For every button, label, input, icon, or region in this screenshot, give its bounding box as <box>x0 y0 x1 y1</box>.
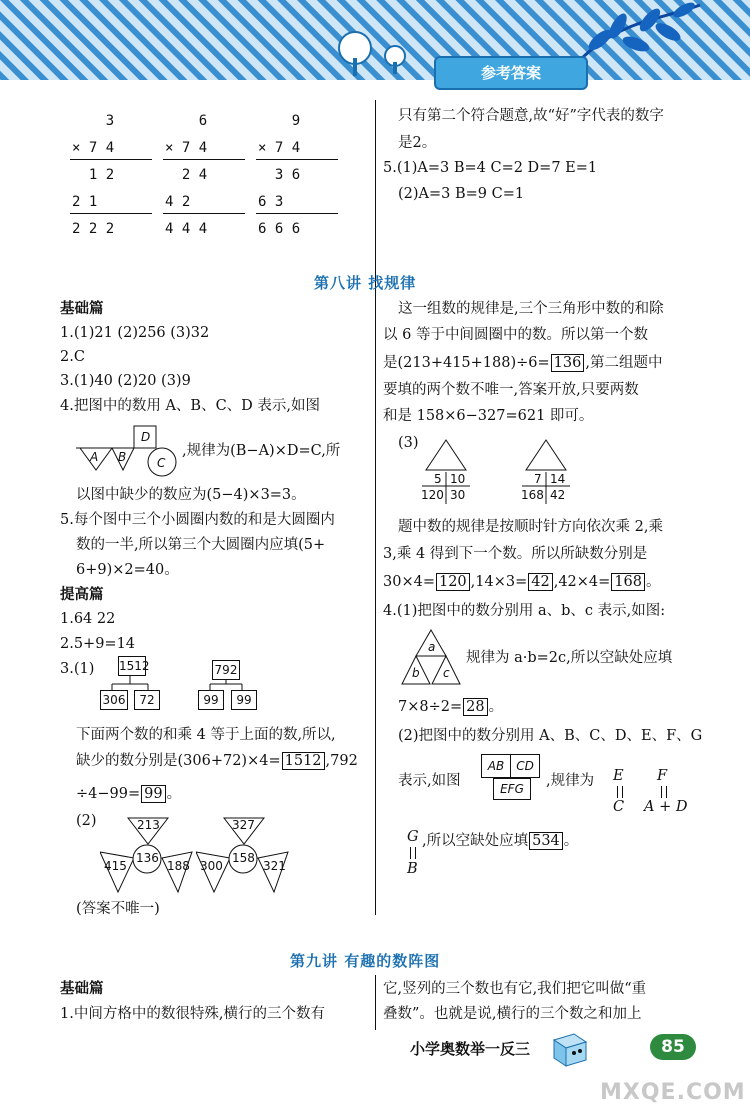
table-cell: 168 <box>521 488 544 502</box>
text-line: 规律为 a·b=2c,所以空缺处应填 <box>466 650 673 666</box>
tri-number: 300 <box>200 859 223 873</box>
answer-box: 42 <box>528 573 552 591</box>
text-line: 以图中缺少的数应为(5−4)×3=3。 <box>76 487 306 503</box>
text-line: 是(213+415+188)÷6= 136 ,第二组题中 <box>383 355 663 371</box>
table-cell: 30 <box>450 488 466 502</box>
section-heading: 基础篇 <box>60 301 104 317</box>
text-line: (2)A=3 B=9 C=1 <box>398 186 525 202</box>
table-cell: 42 <box>550 488 566 502</box>
book-title: 小学奥数举一反三 <box>410 1040 531 1058</box>
text-line: 叠数”。也就是说,横行的三个数之和加上 <box>383 1006 642 1022</box>
abc-triangle-figure <box>400 628 462 686</box>
table-cell: 14 <box>550 472 566 486</box>
tri-number: 321 <box>263 859 286 873</box>
text-line: 缺少的数分别是(306+72)×4= 1512 ,792 <box>76 753 358 769</box>
text-line: 只有第二个符合题意,故“好”字代表的数字 <box>398 108 664 124</box>
box-tree-left: 306 <box>100 690 128 710</box>
text-line: ,规律为(B−A)×D=C,所 <box>182 443 341 459</box>
text-line: 它,竖列的三个数也有它,我们把它叫做“重 <box>383 981 647 997</box>
answer-box: 120 <box>436 573 470 591</box>
text-line: ÷4−99= 99 。 <box>76 786 182 802</box>
fig-label-d: D <box>141 430 151 444</box>
text-line: 1.中间方格中的数很特殊,横行的三个数有 <box>60 1006 325 1022</box>
rule-letter: B <box>407 861 418 877</box>
tri-number: 213 <box>137 818 160 832</box>
text-line: (2)把图中的数分别用 A、B、C、D、E、F、G <box>398 728 703 744</box>
cube-mascot-icon <box>548 1028 592 1068</box>
box-tree-right: 99 <box>231 690 257 710</box>
text-line: 是2。 <box>398 135 437 151</box>
mult-line <box>256 159 338 160</box>
text-line: ,所以空缺处应填 534 。 <box>422 833 579 849</box>
text-line: 5.(1)A=3 B=4 C=2 D=7 E=1 <box>383 160 598 176</box>
answer-tab <box>434 56 588 90</box>
tri-number: 415 <box>104 859 127 873</box>
text-line: 数的一半,所以第三个大圆圈内应填(5+ <box>76 537 326 553</box>
header-banner <box>0 0 750 92</box>
text-line: 3.(1) <box>60 661 95 677</box>
answer-box: 534 <box>529 832 563 850</box>
text-line: ,规律为 <box>546 773 595 789</box>
answer-box: 28 <box>463 698 487 716</box>
text-line: 4.把图中的数用 A、B、C、D 表示,如图 <box>60 398 321 414</box>
box-tree-right: 72 <box>134 690 160 710</box>
text-line: 6+9)×2=40。 <box>76 562 179 578</box>
table-cell: 5 <box>434 472 442 486</box>
rule-equal-vertical <box>617 786 623 798</box>
fig-label-c: C <box>157 456 166 470</box>
text-line: 题中数的规律是按顺时针方向依次乘 2,乘 <box>398 519 663 535</box>
table-cell: 120 <box>421 488 444 502</box>
rule-equal-vertical <box>410 847 416 859</box>
section-heading: 提高篇 <box>60 587 104 603</box>
mult-line <box>70 159 152 160</box>
text-line: 这一组数的规律是,三个三角形中数的和除 <box>398 301 664 317</box>
rule-letter: G <box>407 829 419 845</box>
page-number-badge <box>650 1034 696 1060</box>
multiplication-2: 6 × 7 4 2 4 4 2 4 4 4 <box>165 113 208 237</box>
box-tree-top: 792 <box>212 660 240 680</box>
mult-line <box>70 213 152 214</box>
text-line: 2.C <box>60 349 85 365</box>
text-line: (答案不唯一) <box>76 901 160 917</box>
watermark: MXQE.COM <box>600 1080 746 1105</box>
text-line: 3,乘 4 得到下一个数。所以所缺数分别是 <box>383 546 648 562</box>
grid-cell: CD <box>510 754 540 778</box>
letter-grid <box>481 754 543 802</box>
lecture-title: 第九讲 有趣的数阵图 <box>290 952 441 970</box>
text-line: 2.5+9=14 <box>60 636 136 652</box>
text-line: 5.每个图中三个小圆圈内数的和是大圆圈内 <box>60 512 335 528</box>
answer-box: 168 <box>611 573 645 591</box>
answer-box: 1512 <box>282 752 325 770</box>
fig-label-a: A <box>90 450 99 464</box>
text-line: 7×8÷2= 28 。 <box>398 699 504 715</box>
answer-box: 136 <box>551 354 585 372</box>
text-line: 表示,如图 <box>398 773 461 789</box>
text-line: 下面两个数的和乘 4 等于上面的数,所以, <box>76 727 336 743</box>
rule-letter: A + D <box>644 799 688 815</box>
column-divider <box>375 975 376 1030</box>
rule-letter: F <box>657 768 668 784</box>
grid-cell: EFG <box>493 778 531 800</box>
answer-tab-label: 参考答案 <box>480 64 541 82</box>
tri-number: 136 <box>136 851 159 865</box>
text-line: 要填的两个数不唯一,答案开放,只要两数 <box>383 382 639 398</box>
column-divider <box>375 100 376 915</box>
tri-label-c: c <box>443 666 450 680</box>
tri-label-b: b <box>412 666 420 680</box>
mult-line <box>256 213 338 214</box>
box-tree-top: 1512 <box>118 656 146 676</box>
answer-box: 99 <box>141 785 165 803</box>
mult-line <box>163 213 245 214</box>
rule-letter: C <box>613 799 625 815</box>
tri-label-a: a <box>428 640 436 654</box>
text-line: 和是 158×6−327=621 即可。 <box>383 408 594 424</box>
grid-cell: AB <box>481 754 511 778</box>
table-cell: 7 <box>534 472 542 486</box>
tri-number: 327 <box>232 818 255 832</box>
rule-letter: E <box>613 768 624 784</box>
multiplication-1: 3 × 7 4 1 2 2 1 2 2 2 <box>72 113 115 237</box>
text-line: (3) <box>398 435 419 451</box>
text-line: 30×4= 120 ,14×3= 42 ,42×4= 168 。 <box>383 574 661 590</box>
text-line: 以 6 等于中间圆圈中的数。所以第一个数 <box>383 327 648 343</box>
tri-number: 188 <box>167 859 190 873</box>
table-cell: 10 <box>450 472 466 486</box>
mult-line <box>163 159 245 160</box>
text-line: (2) <box>76 813 97 829</box>
page-number: 85 <box>661 1037 685 1057</box>
tri-number: 158 <box>232 851 255 865</box>
lecture-title: 第八讲 找规律 <box>314 274 417 292</box>
multiplication-3: 9 × 7 4 3 6 6 3 6 6 6 <box>258 113 301 237</box>
text-line: 1.64 22 <box>60 611 116 627</box>
rule-equal-vertical <box>661 786 667 798</box>
section-heading: 基础篇 <box>60 981 104 997</box>
box-tree-left: 99 <box>198 690 224 710</box>
text-line: 3.(1)40 (2)20 (3)9 <box>60 373 191 389</box>
fig-label-b: B <box>118 450 127 464</box>
text-line: 4.(1)把图中的数分别用 a、b、c 表示,如图: <box>383 603 666 619</box>
text-line: 1.(1)21 (2)256 (3)32 <box>60 325 210 341</box>
